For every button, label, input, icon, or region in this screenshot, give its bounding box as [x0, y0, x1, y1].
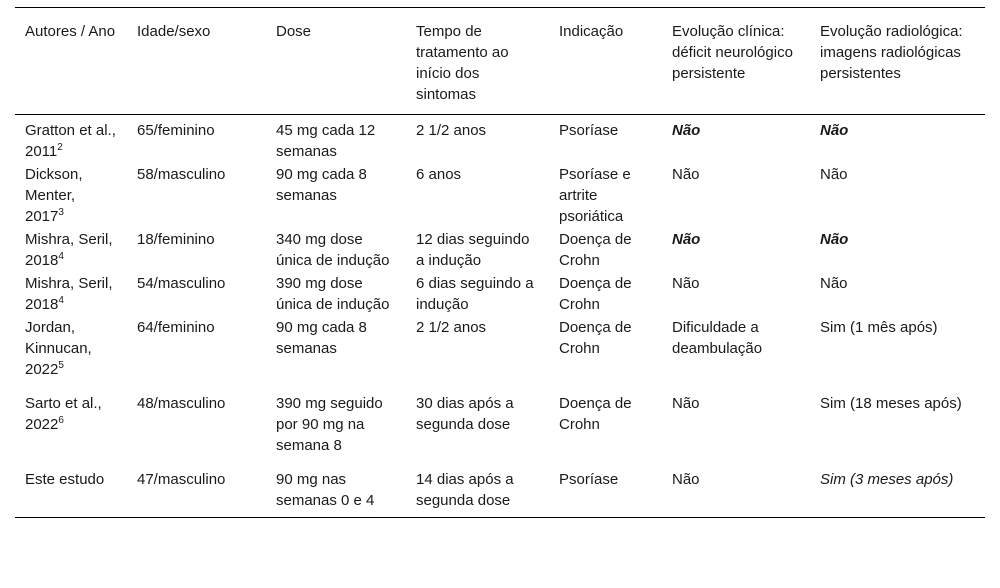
cell-dose-text: 390 mg dose única de indução: [276, 275, 390, 313]
reference-number: 4: [58, 295, 64, 306]
cell-radiological: [810, 228, 985, 272]
cell-indication: [549, 228, 662, 272]
cell-author: [15, 163, 127, 228]
header-dose: Dose: [276, 23, 312, 40]
cell-time-text: 14 dias após a segunda dose: [416, 471, 514, 509]
header-radiological: Evolução radiológica: imagens radiológicas persistentes: [820, 23, 963, 82]
cell-indication: [549, 381, 662, 457]
cell-radiological-text: Não: [820, 166, 848, 183]
cell-time: [406, 316, 549, 381]
cell-author: [15, 115, 127, 164]
cell-radiological: [810, 457, 985, 518]
cell-indication-text: Doença de Crohn: [559, 275, 632, 313]
cell-clinical-text: Não: [672, 166, 700, 183]
header-time: Tempo de tratamento ao início dos sintomas: [416, 23, 509, 103]
cell-indication: [549, 163, 662, 228]
reference-number: 5: [58, 360, 64, 371]
cell-indication-text: Doença de Crohn: [559, 395, 632, 433]
cell-indication: [549, 272, 662, 316]
cell-radiological: [810, 272, 985, 316]
table-body: [15, 115, 985, 518]
header-row: [15, 8, 985, 115]
cell-clinical-text: Não: [672, 395, 700, 412]
cell-clinical: [662, 228, 810, 272]
cell-indication: [549, 457, 662, 518]
table-row: [15, 381, 985, 457]
table-row: [15, 272, 985, 316]
cell-time: [406, 115, 549, 164]
cell-radiological: [810, 163, 985, 228]
cell-age-sex-text: 47/masculino: [137, 471, 226, 488]
cell-author: [15, 272, 127, 316]
cell-age-sex: [127, 228, 266, 272]
reference-number: 6: [58, 415, 64, 426]
cell-indication-text: Doença de Crohn: [559, 319, 632, 357]
cell-author-text: Dickson, Menter, 2017: [25, 166, 83, 225]
header-age-sex: Idade/sexo: [137, 23, 211, 40]
header-indication: Indicação: [559, 23, 624, 40]
cell-dose: [266, 115, 406, 164]
cell-clinical-text: Não: [672, 471, 700, 488]
cell-radiological-text: Não: [820, 275, 848, 292]
cell-author-text: Jordan, Kinnucan, 2022: [25, 319, 92, 378]
cell-time-text: 12 dias seguindo a indução: [416, 231, 530, 269]
cell-clinical: [662, 381, 810, 457]
cell-time-text: 6 dias seguindo a indução: [416, 275, 534, 313]
reference-number: 4: [58, 251, 64, 262]
cell-indication: [549, 316, 662, 381]
cell-clinical-text: Não: [672, 275, 700, 292]
cell-age-sex: [127, 163, 266, 228]
cell-age-sex-text: 54/masculino: [137, 275, 226, 292]
cell-time: [406, 381, 549, 457]
cell-indication-text: Psoríase: [559, 122, 619, 139]
cell-radiological: [810, 115, 985, 164]
cell-age-sex: [127, 316, 266, 381]
cell-dose: [266, 163, 406, 228]
cell-radiological: [810, 381, 985, 457]
cell-indication-text: Doença de Crohn: [559, 231, 632, 269]
table-row: [15, 457, 985, 518]
cell-age-sex: [127, 115, 266, 164]
cell-dose-text: 340 mg dose única de indução: [276, 231, 390, 269]
cell-time-text: 6 anos: [416, 166, 462, 183]
header-clinical: Evolução clínica: déficit neurológico persistente: [672, 23, 793, 82]
header-authors: Autores / Ano: [25, 23, 116, 40]
cell-age-sex-text: 58/masculino: [137, 166, 226, 183]
reference-number: 2: [57, 142, 63, 153]
cell-author-text: Mishra, Seril, 2018: [25, 231, 113, 269]
cell-age-sex: [127, 381, 266, 457]
cell-age-sex-text: 65/feminino: [137, 122, 215, 139]
cell-radiological-text: Sim (18 meses após): [820, 395, 962, 412]
cell-clinical-text: Não: [672, 122, 701, 139]
cell-age-sex: [127, 272, 266, 316]
cell-dose: [266, 457, 406, 518]
cell-dose: [266, 272, 406, 316]
cell-time: [406, 272, 549, 316]
cell-radiological-text: Não: [820, 231, 849, 248]
table-row: [15, 163, 985, 228]
cell-dose: [266, 228, 406, 272]
reference-number: 3: [58, 207, 64, 218]
cell-age-sex-text: 48/masculino: [137, 395, 226, 412]
cell-clinical-text: Não: [672, 231, 701, 248]
cell-indication-text: Psoríase: [559, 471, 619, 488]
cell-author: [15, 228, 127, 272]
cell-clinical: [662, 316, 810, 381]
table-row: [15, 316, 985, 381]
cell-radiological-text: Não: [820, 122, 849, 139]
cell-author-text: Sarto et al., 2022: [25, 395, 102, 433]
cell-indication: [549, 115, 662, 164]
table-container: [15, 7, 985, 518]
cell-time: [406, 228, 549, 272]
cell-age-sex: [127, 457, 266, 518]
cell-author-text: Mishra, Seril, 2018: [25, 275, 113, 313]
cell-author: [15, 457, 127, 518]
cell-clinical: [662, 115, 810, 164]
cell-dose-text: 45 mg cada 12 semanas: [276, 122, 376, 160]
table-row: [15, 115, 985, 164]
cell-time-text: 30 dias após a segunda dose: [416, 395, 514, 433]
cell-radiological-text: Sim (1 mês após): [820, 319, 938, 336]
cell-clinical: [662, 272, 810, 316]
cell-dose-text: 90 mg cada 8 semanas: [276, 319, 367, 357]
cell-dose-text: 90 mg nas semanas 0 e 4: [276, 471, 375, 509]
cell-author-text: Este estudo: [25, 471, 105, 488]
cell-time: [406, 163, 549, 228]
cell-dose: [266, 316, 406, 381]
cell-dose: [266, 381, 406, 457]
cell-time-text: 2 1/2 anos: [416, 122, 487, 139]
cell-author-text: Gratton et al., 2011: [25, 122, 116, 160]
cell-radiological-text: Sim (3 meses após): [820, 471, 954, 488]
cell-radiological: [810, 316, 985, 381]
cell-time: [406, 457, 549, 518]
cell-dose-text: 90 mg cada 8 semanas: [276, 166, 367, 204]
table-row: [15, 228, 985, 272]
cell-clinical-text: Dificuldade a deambulação: [672, 319, 763, 357]
cell-author: [15, 316, 127, 381]
cell-author: [15, 381, 127, 457]
cell-age-sex-text: 64/feminino: [137, 319, 215, 336]
case-reports-table: [15, 7, 985, 518]
cell-dose-text: 390 mg seguido por 90 mg na semana 8: [276, 395, 383, 454]
cell-clinical: [662, 457, 810, 518]
cell-indication-text: Psoríase e artrite psoriática: [559, 166, 631, 225]
cell-time-text: 2 1/2 anos: [416, 319, 487, 336]
cell-clinical: [662, 163, 810, 228]
cell-age-sex-text: 18/feminino: [137, 231, 215, 248]
